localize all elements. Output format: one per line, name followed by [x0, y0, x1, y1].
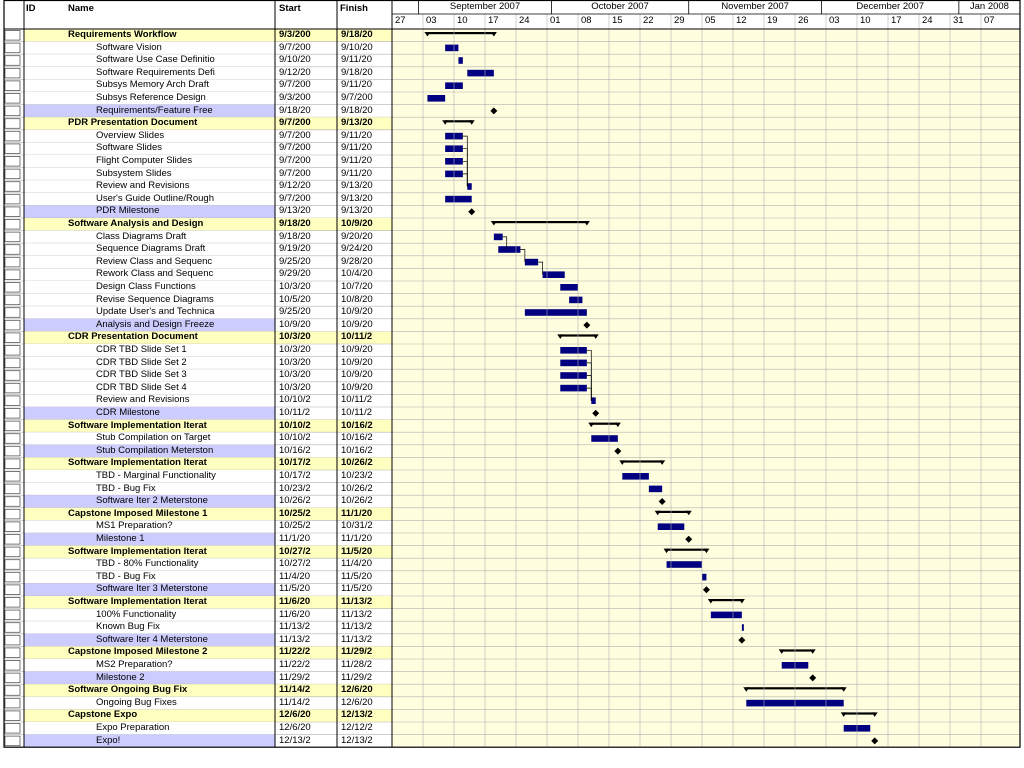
row-handle: [5, 383, 20, 393]
summary-bar: [427, 32, 493, 34]
task-finish[interactable]: 10/9/20: [341, 381, 373, 393]
task-start[interactable]: 10/9/20: [279, 318, 311, 330]
task-name[interactable]: Flight Computer Slides: [96, 155, 193, 166]
task-finish[interactable]: 11/29/2: [341, 671, 372, 683]
row-handle: [5, 446, 20, 456]
task-bar: [467, 183, 471, 190]
task-bar: [525, 309, 587, 316]
task-bar: [560, 385, 587, 392]
task-name[interactable]: Update User's and Technica: [96, 306, 215, 318]
task-finish[interactable]: 11/13/2: [341, 633, 372, 645]
summary-bar: [591, 423, 618, 425]
week-label: 15: [612, 15, 623, 26]
week-label: 05: [705, 15, 716, 26]
grid-background: [392, 29, 1020, 747]
row-handle: [5, 509, 20, 519]
task-name[interactable]: CDR TBD Slide Set 4: [96, 381, 187, 393]
task-start[interactable]: 9/3/200: [279, 92, 311, 103]
summary-bar: [494, 221, 587, 223]
task-finish[interactable]: 10/26/2: [341, 457, 373, 469]
row-handle: [5, 207, 20, 217]
task-start[interactable]: 11/13/2: [279, 633, 310, 645]
task-start[interactable]: 12/6/20: [279, 709, 311, 721]
week-label: 26: [798, 15, 809, 26]
summary-bar: [782, 649, 813, 651]
task-finish[interactable]: 10/11/2: [341, 394, 372, 406]
week-label: 03: [426, 15, 437, 26]
task-start[interactable]: 9/25/20: [279, 306, 311, 318]
task-name[interactable]: Sequence Diagrams Draft: [96, 243, 206, 255]
week-label: 19: [767, 15, 778, 26]
month-label: December 2007: [856, 1, 924, 12]
row-handle: [5, 333, 20, 343]
task-bar: [445, 196, 472, 203]
task-name[interactable]: Review Class and Sequenc: [96, 255, 213, 267]
row-handle: [5, 257, 20, 267]
task-name[interactable]: Software Iter 3 Meterstone: [96, 583, 208, 595]
task-start[interactable]: 10/23/2: [279, 482, 311, 494]
task-start[interactable]: 10/17/2: [279, 457, 311, 469]
row-handle: [5, 157, 20, 167]
task-finish[interactable]: 11/5/20: [341, 570, 372, 582]
task-name[interactable]: Software Implementation Iterat: [68, 596, 207, 607]
task-start[interactable]: 10/25/2: [279, 507, 311, 519]
row-handle: [5, 358, 20, 368]
task-finish[interactable]: 10/16/2: [341, 444, 373, 456]
task-bar: [494, 234, 503, 241]
task-finish[interactable]: 11/28/2: [341, 659, 372, 670]
task-start[interactable]: 11/29/2: [279, 671, 310, 683]
row-handle: [5, 598, 20, 608]
task-finish[interactable]: 10/9/20: [341, 218, 373, 229]
task-finish[interactable]: 11/5/20: [341, 583, 372, 595]
task-bar: [702, 574, 706, 581]
row-handle: [5, 43, 20, 53]
task-start[interactable]: 10/16/2: [279, 444, 311, 456]
row-handle: [5, 119, 20, 129]
task-start[interactable]: 11/4/20: [279, 570, 310, 582]
task-name[interactable]: CDR TBD Slide Set 2: [96, 356, 187, 368]
month-label: October 2007: [591, 1, 649, 12]
task-finish[interactable]: 9/11/20: [341, 155, 372, 166]
week-label: 10: [457, 15, 468, 26]
task-finish[interactable]: 10/11/2: [341, 331, 373, 343]
task-finish[interactable]: 10/4/20: [341, 268, 373, 280]
task-name[interactable]: Stub Compilation Meterston: [96, 444, 214, 456]
task-finish[interactable]: 10/8/20: [341, 293, 373, 305]
task-finish[interactable]: 9/11/20: [341, 167, 372, 179]
task-bar: [560, 284, 578, 291]
task-name[interactable]: Known Bug Fix: [96, 621, 160, 633]
task-name[interactable]: Capstone Imposed Milestone 1: [68, 507, 208, 519]
row-handle: [5, 371, 20, 381]
row-handle: [5, 182, 20, 192]
row-handle: [5, 560, 20, 570]
task-start[interactable]: 10/10/2: [279, 432, 311, 444]
task-name[interactable]: PDR Milestone: [96, 205, 160, 217]
task-start[interactable]: 10/3/20: [279, 356, 311, 368]
task-finish[interactable]: 9/11/20: [341, 54, 372, 66]
col-header-id[interactable]: ID: [26, 3, 36, 14]
row-handle: [5, 232, 20, 242]
task-start[interactable]: 11/1/20: [279, 533, 310, 544]
week-label: 08: [581, 15, 592, 26]
task-start[interactable]: 10/5/20: [279, 293, 311, 305]
row-handle: [5, 106, 20, 116]
task-name[interactable]: Software Analysis and Design: [68, 218, 204, 229]
task-bar: [591, 397, 595, 404]
task-name[interactable]: User's Guide Outline/Rough: [96, 192, 214, 204]
task-finish[interactable]: 11/29/2: [341, 646, 373, 658]
task-start[interactable]: 9/7/200: [279, 155, 311, 166]
task-name[interactable]: CDR TBD Slide Set 1: [96, 344, 187, 355]
row-handle: [5, 396, 20, 406]
task-name[interactable]: MS1 Preparation?: [96, 520, 173, 532]
task-start[interactable]: 9/19/20: [279, 243, 311, 255]
task-finish[interactable]: 9/18/20: [341, 104, 373, 116]
week-label: 10: [860, 15, 871, 26]
task-start[interactable]: 10/27/2: [279, 545, 311, 557]
task-finish[interactable]: 12/13/2: [341, 734, 373, 746]
task-name[interactable]: Analysis and Design Freeze: [96, 318, 215, 330]
week-label: 24: [922, 15, 933, 26]
task-start[interactable]: 10/17/2: [279, 470, 311, 481]
row-handle: [5, 585, 20, 595]
week-label: 27: [395, 15, 406, 26]
task-finish[interactable]: 9/13/20: [341, 192, 373, 204]
task-start[interactable]: 12/6/20: [279, 722, 311, 733]
task-start[interactable]: 11/14/2: [279, 684, 311, 696]
month-label: November 2007: [721, 1, 789, 12]
row-handle: [5, 673, 20, 683]
task-finish[interactable]: 9/18/20: [341, 29, 373, 40]
task-start[interactable]: 10/3/20: [279, 369, 311, 381]
row-handle: [5, 434, 20, 444]
row-handle: [5, 245, 20, 255]
task-start[interactable]: 10/25/2: [279, 520, 311, 532]
task-name[interactable]: Capstone Imposed Milestone 2: [68, 646, 208, 658]
task-bar: [525, 259, 538, 266]
week-label: 22: [643, 15, 654, 26]
summary-bar: [622, 460, 662, 462]
task-finish[interactable]: 9/18/20: [341, 66, 373, 78]
task-finish[interactable]: 9/11/20: [341, 129, 372, 141]
task-finish[interactable]: 11/13/2: [341, 621, 372, 633]
task-name[interactable]: Software Implementation Iterat: [68, 419, 207, 431]
task-start[interactable]: 10/11/2: [279, 407, 310, 418]
col-header-finish[interactable]: Finish: [340, 3, 368, 14]
task-start[interactable]: 10/3/20: [279, 281, 311, 292]
task-start[interactable]: 9/12/20: [279, 180, 311, 192]
task-name[interactable]: Class Diagrams Draft: [96, 230, 187, 242]
task-finish[interactable]: 10/9/20: [341, 306, 373, 318]
task-finish[interactable]: 9/13/20: [341, 180, 373, 192]
task-finish[interactable]: 11/4/20: [341, 558, 372, 570]
row-handle: [5, 736, 20, 746]
task-bar: [667, 561, 702, 568]
week-label: 29: [674, 15, 685, 26]
task-bar: [560, 347, 587, 354]
task-finish[interactable]: 10/16/2: [341, 419, 373, 431]
task-name[interactable]: Milestone 2: [96, 671, 145, 683]
row-handle: [5, 472, 20, 482]
summary-bar: [711, 599, 742, 601]
summary-bar: [844, 712, 875, 714]
row-handle: [5, 421, 20, 431]
task-finish[interactable]: 10/7/20: [341, 281, 373, 292]
row-handle: [5, 711, 20, 721]
week-label: 01: [550, 15, 561, 26]
task-name[interactable]: Software Iter 2 Meterstone: [96, 495, 208, 507]
task-finish[interactable]: 12/6/20: [341, 696, 373, 708]
task-bar: [427, 95, 445, 102]
week-label: 03: [829, 15, 840, 26]
task-name[interactable]: CDR Presentation Document: [68, 331, 198, 343]
row-handle: [5, 572, 20, 582]
row-handle: [5, 686, 20, 696]
task-name[interactable]: Review and Revisions: [96, 394, 190, 406]
task-start[interactable]: 11/13/2: [279, 621, 310, 633]
week-label: 12: [736, 15, 747, 26]
row-handle: [5, 68, 20, 78]
task-start[interactable]: 9/18/20: [279, 230, 311, 242]
task-finish[interactable]: 10/26/2: [341, 495, 373, 507]
task-finish[interactable]: 10/11/2: [341, 407, 372, 418]
task-start[interactable]: 9/7/200: [279, 41, 311, 53]
task-start[interactable]: 9/7/200: [279, 129, 311, 141]
row-handle: [5, 547, 20, 557]
task-name[interactable]: Revise Sequence Diagrams: [96, 293, 214, 305]
task-finish[interactable]: 11/1/20: [341, 507, 373, 519]
task-start[interactable]: 9/18/20: [279, 218, 311, 229]
row-handle: [5, 270, 20, 280]
task-finish[interactable]: 9/11/20: [341, 142, 372, 154]
task-name[interactable]: Rework Class and Sequenc: [96, 268, 214, 280]
task-finish[interactable]: 9/10/20: [341, 41, 373, 53]
task-name[interactable]: Subsys Memory Arch Draft: [96, 79, 209, 91]
task-start[interactable]: 11/22/2: [279, 646, 311, 658]
task-name[interactable]: Software Vision: [96, 41, 162, 53]
row-handle: [5, 698, 20, 708]
task-start[interactable]: 11/6/20: [279, 608, 310, 620]
row-handle: [5, 635, 20, 645]
task-name[interactable]: Stub Compilation on Target: [96, 432, 211, 444]
task-start[interactable]: 11/5/20: [279, 583, 310, 595]
task-finish[interactable]: 11/5/20: [341, 545, 373, 557]
task-name[interactable]: TBD - 80% Functionality: [96, 558, 199, 570]
row-handle: [5, 94, 20, 104]
row-handle: [5, 661, 20, 671]
week-label: 31: [953, 15, 964, 26]
task-start[interactable]: 9/25/20: [279, 255, 311, 267]
month-label: Jan 2008: [969, 1, 1009, 12]
summary-bar: [445, 120, 472, 122]
row-handle: [5, 81, 20, 91]
task-start[interactable]: 11/14/2: [279, 696, 310, 708]
task-finish[interactable]: 9/28/20: [341, 255, 373, 267]
task-bar: [742, 624, 744, 631]
task-finish[interactable]: 9/11/20: [341, 79, 372, 91]
task-name[interactable]: Design Class Functions: [96, 281, 196, 292]
task-start[interactable]: 10/26/2: [279, 495, 311, 507]
task-start[interactable]: 9/12/20: [279, 66, 311, 78]
week-label: 24: [519, 15, 530, 26]
task-finish[interactable]: 11/13/2: [341, 608, 372, 620]
summary-bar: [658, 511, 689, 513]
row-handle: [5, 648, 20, 658]
week-label: 07: [984, 15, 995, 26]
task-start[interactable]: 10/10/2: [279, 394, 311, 406]
task-bar: [458, 57, 462, 64]
row-handle: [5, 295, 20, 305]
task-start[interactable]: 10/27/2: [279, 558, 311, 570]
row-handle: [5, 131, 20, 141]
task-finish[interactable]: 12/12/2: [341, 722, 373, 733]
task-start[interactable]: 11/6/20: [279, 596, 311, 607]
row-handle: [5, 283, 20, 293]
task-finish[interactable]: 9/20/20: [341, 230, 373, 242]
row-handle: [5, 497, 20, 507]
task-name[interactable]: 100% Functionality: [96, 608, 177, 620]
week-label: 17: [891, 15, 902, 26]
task-start[interactable]: 10/3/20: [279, 331, 311, 343]
task-name[interactable]: Software Use Case Definitio: [96, 54, 215, 66]
task-start[interactable]: 9/10/20: [279, 54, 311, 66]
task-name[interactable]: Milestone 1: [96, 533, 145, 544]
row-handle: [5, 56, 20, 66]
task-name[interactable]: Subsystem Slides: [96, 167, 172, 179]
task-start[interactable]: 9/7/200: [279, 79, 311, 91]
task-start[interactable]: 10/10/2: [279, 419, 311, 431]
task-start[interactable]: 12/13/2: [279, 734, 311, 746]
row-handle: [5, 522, 20, 532]
col-header-start[interactable]: Start: [279, 3, 301, 14]
task-finish[interactable]: 10/9/20: [341, 318, 373, 330]
task-name[interactable]: Expo!: [96, 734, 121, 746]
task-bar: [498, 246, 520, 253]
task-name[interactable]: Subsys Reference Design: [96, 92, 206, 103]
task-name[interactable]: Review and Revisions: [96, 180, 190, 192]
task-name[interactable]: TBD - Bug Fix: [96, 570, 156, 582]
task-start[interactable]: 9/7/200: [279, 117, 311, 129]
task-finish[interactable]: 9/7/200: [341, 92, 373, 103]
row-handle: [5, 459, 20, 469]
row-handle: [5, 320, 20, 330]
task-name[interactable]: Software Implementation Iterat: [68, 457, 207, 469]
task-name[interactable]: Software Ongoing Bug Fix: [68, 684, 188, 696]
task-name[interactable]: MS2 Preparation?: [96, 659, 173, 670]
task-name[interactable]: Software Slides: [96, 142, 163, 154]
task-bar: [543, 271, 565, 278]
task-name[interactable]: Software Iter 4 Meterstone: [96, 633, 208, 645]
row-handle: [5, 144, 20, 154]
task-finish[interactable]: 10/16/2: [341, 432, 373, 444]
task-finish[interactable]: 11/1/20: [341, 533, 372, 544]
task-start[interactable]: 9/7/200: [279, 192, 311, 204]
task-bar: [445, 45, 458, 52]
task-name[interactable]: CDR Milestone: [96, 407, 160, 418]
task-finish[interactable]: 10/9/20: [341, 369, 373, 381]
row-handle: [5, 346, 20, 356]
task-bar: [560, 372, 587, 379]
row-handle: [5, 623, 20, 633]
task-bar: [467, 70, 494, 77]
task-bar: [622, 473, 649, 480]
task-finish[interactable]: 10/9/20: [341, 356, 373, 368]
task-name[interactable]: Software Requirements Defi: [96, 66, 215, 78]
row-handle: [5, 308, 20, 318]
task-name[interactable]: Software Implementation Iterat: [68, 545, 207, 557]
row-handle: [5, 169, 20, 179]
task-start[interactable]: 9/7/200: [279, 142, 311, 154]
task-name[interactable]: PDR Presentation Document: [68, 117, 198, 129]
row-handle: [5, 409, 20, 419]
task-name[interactable]: Requirements Workflow: [68, 29, 177, 40]
task-name[interactable]: Expo Preparation: [96, 722, 170, 733]
row-handle: [5, 220, 20, 230]
row-handle: [5, 724, 20, 734]
task-start[interactable]: 9/18/20: [279, 104, 311, 116]
task-finish[interactable]: 12/13/2: [341, 709, 373, 721]
task-start[interactable]: 9/29/20: [279, 268, 311, 280]
row-handle: [5, 535, 20, 545]
task-start[interactable]: 9/13/20: [279, 205, 311, 217]
row-handle: [5, 194, 20, 204]
task-finish[interactable]: 10/23/2: [341, 470, 373, 481]
task-name[interactable]: CDR TBD Slide Set 3: [96, 369, 187, 381]
task-bar: [649, 486, 662, 493]
task-finish[interactable]: 9/13/20: [341, 117, 373, 129]
task-name[interactable]: Capstone Expo: [68, 709, 138, 721]
task-name[interactable]: Ongoing Bug Fixes: [96, 696, 177, 708]
task-start[interactable]: 9/7/200: [279, 167, 311, 179]
task-finish[interactable]: 10/9/20: [341, 344, 373, 355]
summary-bar: [667, 549, 707, 551]
task-start[interactable]: 9/3/200: [279, 29, 311, 40]
row-handle: [5, 31, 20, 41]
task-start[interactable]: 10/3/20: [279, 344, 311, 355]
task-name[interactable]: Requirements/Feature Free: [96, 104, 213, 116]
task-bar: [591, 435, 618, 442]
week-label: 17: [488, 15, 499, 26]
task-bar: [711, 612, 742, 619]
row-handle: [5, 484, 20, 494]
task-bar: [560, 360, 587, 367]
task-name[interactable]: Overview Slides: [96, 129, 165, 141]
task-finish[interactable]: 9/13/20: [341, 205, 373, 217]
task-finish[interactable]: 11/13/2: [341, 596, 373, 607]
col-header-name[interactable]: Name: [68, 3, 94, 14]
task-name[interactable]: TBD - Bug Fix: [96, 482, 156, 494]
task-finish[interactable]: 10/31/2: [341, 520, 373, 532]
month-label: September 2007: [449, 1, 521, 12]
task-finish[interactable]: 12/6/20: [341, 684, 373, 696]
task-name[interactable]: TBD - Marginal Functionality: [96, 470, 216, 481]
task-start[interactable]: 11/22/2: [279, 659, 310, 670]
task-start[interactable]: 10/3/20: [279, 381, 311, 393]
task-finish[interactable]: 10/26/2: [341, 482, 373, 494]
row-handle: [5, 610, 20, 620]
task-bar: [569, 297, 582, 304]
task-finish[interactable]: 9/24/20: [341, 243, 373, 255]
